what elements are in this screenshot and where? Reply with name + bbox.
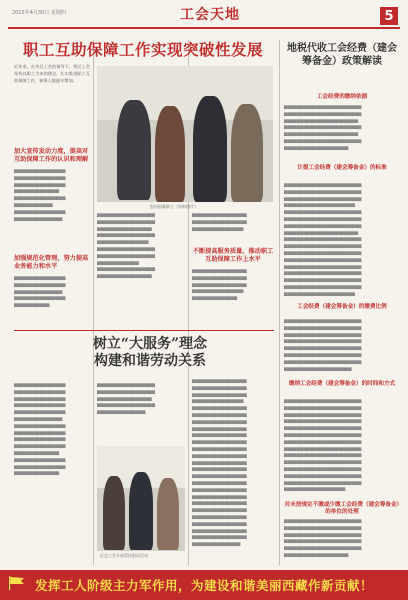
column-divider [93,40,94,565]
subhead-3: 不断提高服务质量，推动职工互助保障工作上水平 [192,248,274,263]
news-photo [97,66,273,202]
header-rule [8,27,400,29]
body-text: ▆▆▆▆▆▆▆▆▆▆▆▆▆▆▆▆▆▆▆▆▆▆▆▆ ▆▆▆▆▆▆▆▆▆▆▆▆▆▆▆▆▆▆▆▆▆▆▆▆ ▆▆▆▆▆▆▆▆▆▆▆▆▆▆▆▆▆▆▆▆▆▆▆ ▆▆▆▆▆▆▆▆▆▆▆▆▆▆▆▆▆▆▆▆▆▆▆▆ ▆▆▆▆▆▆▆▆▆▆▆▆▆▆▆▆▆▆▆▆▆▆▆ ▆▆▆▆▆▆▆▆▆▆▆▆▆▆▆▆▆▆▆▆▆▆▆▆ ▆▆▆▆▆▆▆▆▆▆▆▆▆▆▆▆▆▆▆▆ [284,104,362,150]
right-subhead-1: 工会经费的缴纳依据 [316,94,368,100]
second-headline: 树立“大服务”理念构建和谐劳动关系 [92,336,208,369]
section-masthead [170,4,250,24]
body-text: ▆▆▆▆▆▆▆▆▆▆▆▆▆▆▆▆▆▆▆▆▆▆▆▆ ▆▆▆▆▆▆▆▆▆▆▆▆▆▆▆▆▆▆▆▆▆▆▆▆ ▆▆▆▆▆▆▆▆▆▆▆▆▆▆▆▆▆▆▆▆▆▆▆▆ ▆▆▆▆▆▆▆▆▆▆▆▆▆▆▆▆▆▆▆▆▆▆▆▆ ▆▆▆▆▆▆▆▆▆▆▆▆▆▆▆▆▆▆▆▆▆▆▆▆ ▆▆▆▆▆▆▆▆▆▆▆▆▆▆▆▆▆▆▆▆▆▆▆▆ ▆▆▆▆▆▆▆▆▆▆▆▆▆▆▆▆▆▆▆▆▆▆▆▆ ▆▆▆▆▆▆▆▆▆▆▆▆▆▆▆▆▆▆▆▆▆▆▆▆ ▆▆▆▆▆▆▆▆▆▆▆▆▆▆▆▆▆▆▆▆▆▆▆▆ ▆▆▆▆▆▆▆▆▆▆▆▆▆▆▆▆▆▆▆▆▆▆▆▆ ▆▆▆▆▆▆▆▆▆▆▆▆▆▆▆▆▆▆▆▆▆▆▆▆ ▆▆▆▆▆▆▆▆▆▆▆▆▆▆▆▆▆▆▆▆▆▆▆▆ ▆▆▆▆▆▆▆▆▆▆▆▆▆▆▆▆▆▆▆▆▆▆▆▆ ▆▆▆▆▆▆▆▆▆▆▆▆▆▆▆▆▆▆▆ [284,398,362,492]
section-title: 工会天地 [180,7,240,23]
body-text: ▆▆▆▆▆▆▆▆▆▆▆▆▆▆▆▆ ▆▆▆▆▆▆▆▆▆▆▆▆▆▆▆▆ ▆▆▆▆▆▆▆▆▆▆▆▆▆▆▆▆ ▆▆▆▆▆▆▆▆▆▆▆▆▆▆ ▆▆▆▆▆▆▆▆▆▆▆▆▆▆▆▆ ▆▆▆▆▆▆▆▆▆▆▆▆ ▆▆▆▆▆▆▆▆▆▆▆▆▆▆▆▆ ▆▆▆▆▆▆▆▆▆▆▆▆▆▆▆ [14,168,66,221]
body-text: ▆▆▆▆▆▆▆▆▆▆▆▆▆▆▆▆▆▆ ▆▆▆▆▆▆▆▆▆▆▆▆▆▆▆▆▆▆ ▆▆▆▆▆▆▆▆▆▆▆▆▆▆▆▆▆ ▆▆▆▆▆▆▆▆▆▆▆▆▆▆▆▆▆▆ ▆▆▆▆▆▆▆▆▆▆▆▆▆▆▆ [97,382,155,415]
main-headline: 职工互助保障工作实现突破性发展 [22,40,263,59]
section-divider [279,40,280,565]
footer-slogan: 发挥工人阶级主力军作用，为建设和谐美丽西藏作新贡献！ [34,578,373,593]
flag-icon [8,576,26,590]
right-subhead-3: 工会经费（建会筹备金）的缴费比例 [297,304,387,310]
body-text [14,64,90,142]
body-text: ▆▆▆▆▆▆▆▆▆▆▆▆▆▆▆▆▆▆▆▆▆▆▆▆ ▆▆▆▆▆▆▆▆▆▆▆▆▆▆▆▆▆▆▆▆▆▆▆▆ ▆▆▆▆▆▆▆▆▆▆▆▆▆▆▆▆▆▆▆▆▆▆▆▆ ▆▆▆▆▆▆▆▆▆▆▆▆▆▆▆▆▆▆▆▆▆▆▆▆ ▆▆▆▆▆▆▆▆▆▆▆▆▆▆▆▆▆▆▆▆▆▆▆▆ ▆▆▆▆▆▆▆▆▆▆▆▆▆▆▆▆▆▆▆▆▆▆▆▆ ▆▆▆▆▆▆▆▆▆▆▆▆▆▆▆▆▆▆▆▆▆▆▆▆ ▆▆▆▆▆▆▆▆▆▆▆▆▆▆▆▆▆▆▆▆▆ [284,318,362,371]
section-rule [14,330,274,331]
body-text: ▆▆▆▆▆▆▆▆▆▆▆▆▆▆▆▆ ▆▆▆▆▆▆▆▆▆▆▆▆▆▆▆▆ ▆▆▆▆▆▆▆▆▆▆▆▆▆▆▆▆ ▆▆▆▆▆▆▆▆▆▆▆▆▆▆▆▆ ▆▆▆▆▆▆▆▆▆▆▆▆▆▆▆▆ ▆▆▆▆▆▆▆▆▆▆▆▆▆▆▆ ▆▆▆▆▆▆▆▆▆▆▆▆▆▆▆▆ ▆▆▆▆▆▆▆▆▆▆▆▆▆▆▆▆ ▆▆▆▆▆▆▆▆▆▆▆▆▆▆▆▆ ▆▆▆▆▆▆▆▆▆▆▆▆▆▆▆▆ ▆▆▆▆▆▆▆▆▆▆▆▆▆▆ ▆▆▆▆▆▆▆▆▆▆▆▆▆▆▆▆ ▆▆▆▆▆▆▆▆▆▆▆▆▆▆▆▆ ▆▆▆▆▆▆▆▆▆▆▆▆▆▆ [14,382,66,476]
photo-caption: 慰问困难职工（资料图片） [150,204,198,209]
news-photo-2 [97,446,185,551]
subhead-2: 加强规范化管理，努力提高业务能力和水平 [14,255,89,270]
issue-date: 2015年4月30日 星期四 [12,10,66,16]
body-text: ▆▆▆▆▆▆▆▆▆▆▆▆▆▆▆▆▆▆▆▆▆▆▆▆ ▆▆▆▆▆▆▆▆▆▆▆▆▆▆▆▆▆▆▆▆▆▆▆▆ ▆▆▆▆▆▆▆▆▆▆▆▆▆▆▆▆▆▆▆▆▆▆▆▆ ▆▆▆▆▆▆▆▆▆▆▆▆▆▆▆▆▆▆▆▆▆▆ ▆▆▆▆▆▆▆▆▆▆▆▆▆▆▆▆▆▆▆▆▆▆▆▆ ▆▆▆▆▆▆▆▆▆▆▆▆▆▆▆▆▆▆▆▆▆▆▆▆ ▆▆▆▆▆▆▆▆▆▆▆▆▆▆▆▆▆▆▆▆▆▆▆▆ ▆▆▆▆▆▆▆▆▆▆▆▆▆▆▆▆▆▆▆▆▆▆▆ ▆▆▆▆▆▆▆▆▆▆▆▆▆▆▆▆▆▆▆▆▆▆▆▆ ▆▆▆▆▆▆▆▆▆▆▆▆▆▆▆▆▆▆▆▆▆▆▆▆ ▆▆▆▆▆▆▆▆▆▆▆▆▆▆▆▆▆▆▆▆▆▆▆▆ ▆▆▆▆▆▆▆▆▆▆▆▆▆▆▆▆▆▆▆▆▆▆▆▆ ▆▆▆▆▆▆▆▆▆▆▆▆▆▆▆▆▆▆▆▆▆▆▆▆ ▆▆▆▆▆▆▆▆▆▆▆▆▆▆▆▆▆▆▆▆▆▆▆▆ ▆▆▆▆▆▆▆▆▆▆▆▆▆▆▆▆▆▆▆▆▆▆▆▆ ▆▆▆▆▆▆▆▆▆▆▆▆▆▆▆▆▆▆▆▆▆▆▆▆ ▆▆▆▆▆▆▆▆▆▆▆▆▆▆▆▆▆▆▆▆▆▆ [284,182,362,296]
body-text: ▆▆▆▆▆▆▆▆▆▆▆▆▆▆▆▆▆▆ ▆▆▆▆▆▆▆▆▆▆▆▆▆▆▆▆▆▆ ▆▆▆▆▆▆▆▆▆▆▆▆▆▆▆▆▆ ▆▆▆▆▆▆▆▆▆▆▆▆▆▆▆▆▆▆ ▆▆▆▆▆▆▆▆▆▆▆▆▆▆▆▆ ▆▆▆▆▆▆▆▆▆▆▆▆▆▆▆▆▆▆ ▆▆▆▆▆▆▆▆▆▆▆▆▆▆▆▆▆▆ ▆▆▆▆▆▆▆▆▆▆▆▆▆ ▆▆▆▆▆▆▆▆▆▆▆▆▆▆▆▆▆▆ ▆▆▆▆▆▆▆▆▆▆▆▆▆▆▆▆▆ [97,212,155,279]
footer-banner [0,570,408,600]
body-snippet: 近年来，在市总工会的指导下，我区工会坚持以职工为本的理念，扎实推进职工互助保障工作，参保人数逐年增加。 [14,64,90,83]
right-headline: 地税代收工会经费（建会筹备金）政策解读 [287,43,397,67]
body-text: ▆▆▆▆▆▆▆▆▆▆▆▆▆▆▆▆▆ ▆▆▆▆▆▆▆▆▆▆▆▆▆▆▆▆▆ ▆▆▆▆▆▆▆▆▆▆▆▆▆▆▆▆▆ ▆▆▆▆▆▆▆▆▆▆▆▆▆▆▆▆ ▆▆▆▆▆▆▆▆▆▆▆▆▆▆▆▆▆ ▆▆▆▆▆▆▆▆▆▆▆▆▆▆▆▆▆ ▆▆▆▆▆▆▆▆▆▆▆▆▆▆▆▆▆ ▆▆▆▆▆▆▆▆▆▆▆▆▆▆▆▆▆ ▆▆▆▆▆▆▆▆▆▆▆▆▆▆▆▆▆ ▆▆▆▆▆▆▆▆▆▆▆▆▆▆▆▆▆ ▆▆▆▆▆▆▆▆▆▆▆▆▆▆▆▆▆ ▆▆▆▆▆▆▆▆▆▆▆▆▆▆▆▆▆ ▆▆▆▆▆▆▆▆▆▆▆▆▆▆▆▆▆ ▆▆▆▆▆▆▆▆▆▆▆▆▆▆▆▆▆ ▆▆▆▆▆▆▆▆▆▆▆▆▆▆▆▆▆ ▆▆▆▆▆▆▆▆▆▆▆▆▆▆▆▆▆ ▆▆▆▆▆▆▆▆▆▆▆▆▆▆▆▆▆ ▆▆▆▆▆▆▆▆▆▆▆▆▆▆▆▆▆ ▆▆▆▆▆▆▆▆▆▆▆▆▆▆▆▆▆ ▆▆▆▆▆▆▆▆▆▆▆▆▆▆▆▆▆ ▆▆▆▆▆▆▆▆▆▆▆▆▆▆▆▆▆ ▆▆▆▆▆▆▆▆▆▆▆▆▆▆▆▆▆ ▆▆▆▆▆▆▆▆▆▆▆▆▆▆▆▆▆ ▆▆▆▆▆▆▆▆▆▆▆▆▆▆▆▆▆ ▆▆▆▆▆▆▆▆▆▆▆▆▆▆▆ [192,378,247,547]
photo2-caption: 区总工会开展帮扶慰问活动 [100,553,148,558]
page-header [0,0,408,30]
body-text: ▆▆▆▆▆▆▆▆▆▆▆▆▆▆▆▆▆▆▆▆▆▆▆▆ ▆▆▆▆▆▆▆▆▆▆▆▆▆▆▆▆▆▆▆▆▆▆▆▆ ▆▆▆▆▆▆▆▆▆▆▆▆▆▆▆▆▆▆▆▆▆▆▆▆ ▆▆▆▆▆▆▆▆▆▆▆▆▆▆▆▆▆▆▆▆▆▆▆▆ ▆▆▆▆▆▆▆▆▆▆▆▆▆▆▆▆▆▆▆▆▆▆▆▆ ▆▆▆▆▆▆▆▆▆▆▆▆▆▆▆▆▆▆▆▆ [284,518,362,557]
body-text: ▆▆▆▆▆▆▆▆▆▆▆▆▆▆▆▆▆ ▆▆▆▆▆▆▆▆▆▆▆▆▆▆▆▆▆ ▆▆▆▆▆▆▆▆▆▆▆▆▆▆▆▆▆ ▆▆▆▆▆▆▆▆▆▆▆▆▆▆▆▆ ▆▆▆▆▆▆▆▆▆▆▆▆▆▆ [192,268,247,301]
subhead-1: 加大宣传发动力度，提高对互助保障工作的认识和理解 [14,148,89,163]
body-text: ▆▆▆▆▆▆▆▆▆▆▆▆▆▆▆▆▆ ▆▆▆▆▆▆▆▆▆▆▆▆▆▆▆▆▆ ▆▆▆▆▆▆▆▆▆▆▆▆▆▆▆▆ [192,212,247,231]
body-text: ▆▆▆▆▆▆▆▆▆▆▆▆▆▆▆▆ ▆▆▆▆▆▆▆▆▆▆▆▆▆▆▆▆ ▆▆▆▆▆▆▆▆▆▆▆▆▆▆▆ ▆▆▆▆▆▆▆▆▆▆▆▆▆▆▆▆ ▆▆▆▆▆▆▆▆▆▆▆ [14,275,66,308]
right-subhead-4: 缴纳工会经费（建会筹备金）的时间和方式 [288,381,396,387]
page-number-badge: 5 [380,7,398,25]
right-subhead-5: 对未按规定不缴或少缴工会经费（建会筹备金）的单位的处理 [284,502,400,515]
right-subhead-2: 计提工会经费（建会筹备金）的标准 [297,165,387,171]
